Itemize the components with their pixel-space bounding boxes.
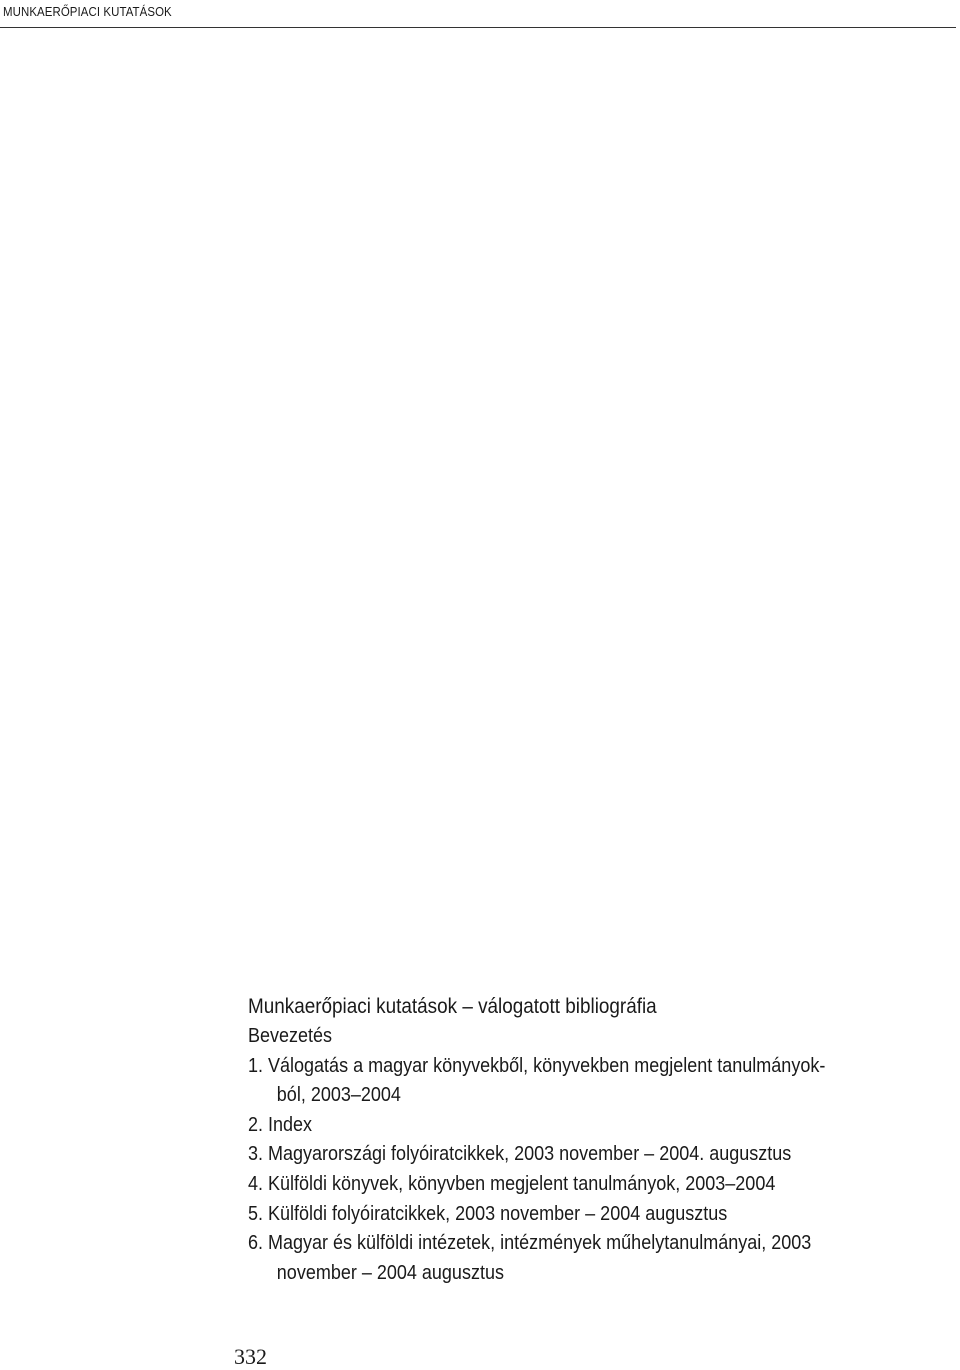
- toc-item-5: 5. Külföldi folyóiratcikkek, 2003 november – 2004 augusztus: [248, 1202, 728, 1225]
- toc-title: Munkaerőpiaci kutatások – válogatott bibliográfia: [248, 995, 657, 1018]
- page-number: 332: [234, 1344, 267, 1369]
- toc-list: [248, 1022, 948, 1288]
- toc-item-2: 2. Index: [248, 1113, 313, 1136]
- toc-item-intro: Bevezetés: [248, 1025, 333, 1047]
- toc-item-1: 1. Válogatás a magyar könyvekből, könyvekben megjelent tanulmányok- ból, 2003–2004: [248, 1054, 826, 1107]
- running-header: MUNKAERŐPIACI KUTATÁSOK: [3, 4, 172, 19]
- toc-item-4: 4. Külföldi könyvek, könyvben megjelent tanulmányok, 2003–2004: [248, 1172, 776, 1195]
- header-rule: [0, 27, 956, 28]
- toc-item-3: 3. Magyarországi folyóiratcikkek, 2003 november – 2004. augusztus: [248, 1143, 792, 1166]
- toc-item-6: 6. Magyar és külföldi intézetek, intézmények műhelytanulmányai, 2003 november – 2004 augusztus: [248, 1232, 812, 1284]
- table-of-contents: [248, 992, 948, 1288]
